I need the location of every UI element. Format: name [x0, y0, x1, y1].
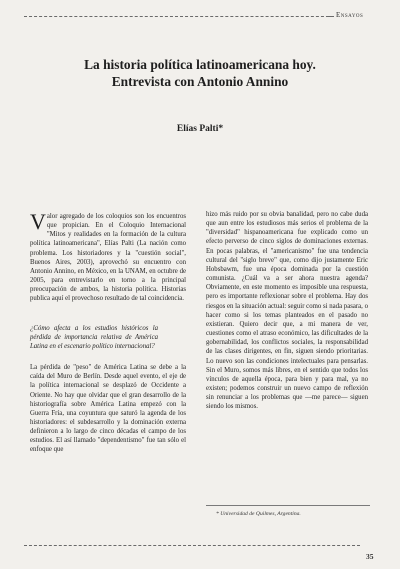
running-head: Ensayos: [336, 11, 364, 19]
footnote: * Universidad de Quilmes, Argentina.: [216, 511, 301, 517]
intro-text: alor agregado de los coloquios son los encuentros que propician. En el Coloquio Internacional "Mitos y realidades en la formación de la cultura política latinoamericana", Elías Palti (La nación como problema. Los historiadores y la "cuestión social", Buenos Aires, 2003), aprovechó su encuentro con Antonio Annino, en México, en la UNAM, en octubre de 2005, para entrevistarlo en torno a la principal preocupación de ambos, la historia política. Historias publica aquí el provechoso resultado de tal coincidencia.: [30, 213, 186, 303]
footnote-rule: [206, 505, 370, 506]
right-column: [206, 210, 368, 411]
answer-continuation: hizo más ruido por su obvia banalidad, pero no cabe duda que aun entre los estudiosos más serios el problema de la "diversidad" hispanoamericana fue explicado como un efecto perverso de cinco siglos de dominaciones externas. En pocas palabras, el "americanismo" fue una tendencia cultural del "siglo breve" que, como dijo justamente Eric Hobsbawm, fue una época dominada por la cuestión comunista. ¿Cuál va a ser ahora nuestra agenda? Obviamente, en este momento es imposible una respuesta, pero es importante reflexionar sobre el problema. Hay dos riesgos en la situación actual: seguir como si nada pasara, o hacer como si los temas planteados en el pasado no existieran. Quiero decir que, a mi manera de ver, cuestiones como el atraso económico, las dificultades de la gobernabilidad, los conflictos sociales, la responsabilidad de las clases dirigentes, en fin, siguen siendo prioritarias. Lo nuevo son las condiciones intelectuales para pensarlas. Sin el Muro, somos más libres, en el sentido que todos los vínculos de aquella época, para bien y para mal, ya no existen; podemos construir un nuevo campo de reflexión sin renunciar a los problemas que —me parece— siguen siendo los mismos.: [206, 211, 368, 411]
interview-question: ¿Cómo afecta a los estudios históricos la pérdida de importancia relativa de América Latina en el escenario político internacional?: [30, 324, 158, 350]
header-rule: [24, 16, 334, 23]
intro-paragraph: [30, 209, 186, 304]
answer-paragraph: La pérdida de "peso" de América Latina se debe a la caída del Muro de Berlín. Desde aquel evento, el eje de la política internacional se desplazó de Occidente a Oriente. No hay que olvidar que el gran desarrollo de la historiografía sobre América Latina empezó con la Guerra Fría, una coyuntura que saturó la agenda de los historiadores: el subdesarrollo y la dominación externa definieron a lo largo de cinco décadas el campo de los estudios. El así llamado "dependentismo" fue tan sólo el enfoque que: [30, 364, 186, 454]
drop-cap: V: [30, 209, 46, 234]
title-line-2: Entrevista con Antonio Annino: [111, 74, 289, 89]
article-title: [0, 56, 400, 90]
title-line-1: La historia política latinoamericana hoy.: [84, 57, 316, 72]
page-number: 35: [366, 552, 374, 561]
author-name: Elías Palti*: [176, 124, 224, 134]
left-column: [30, 209, 186, 455]
footer-rule: [24, 545, 360, 546]
